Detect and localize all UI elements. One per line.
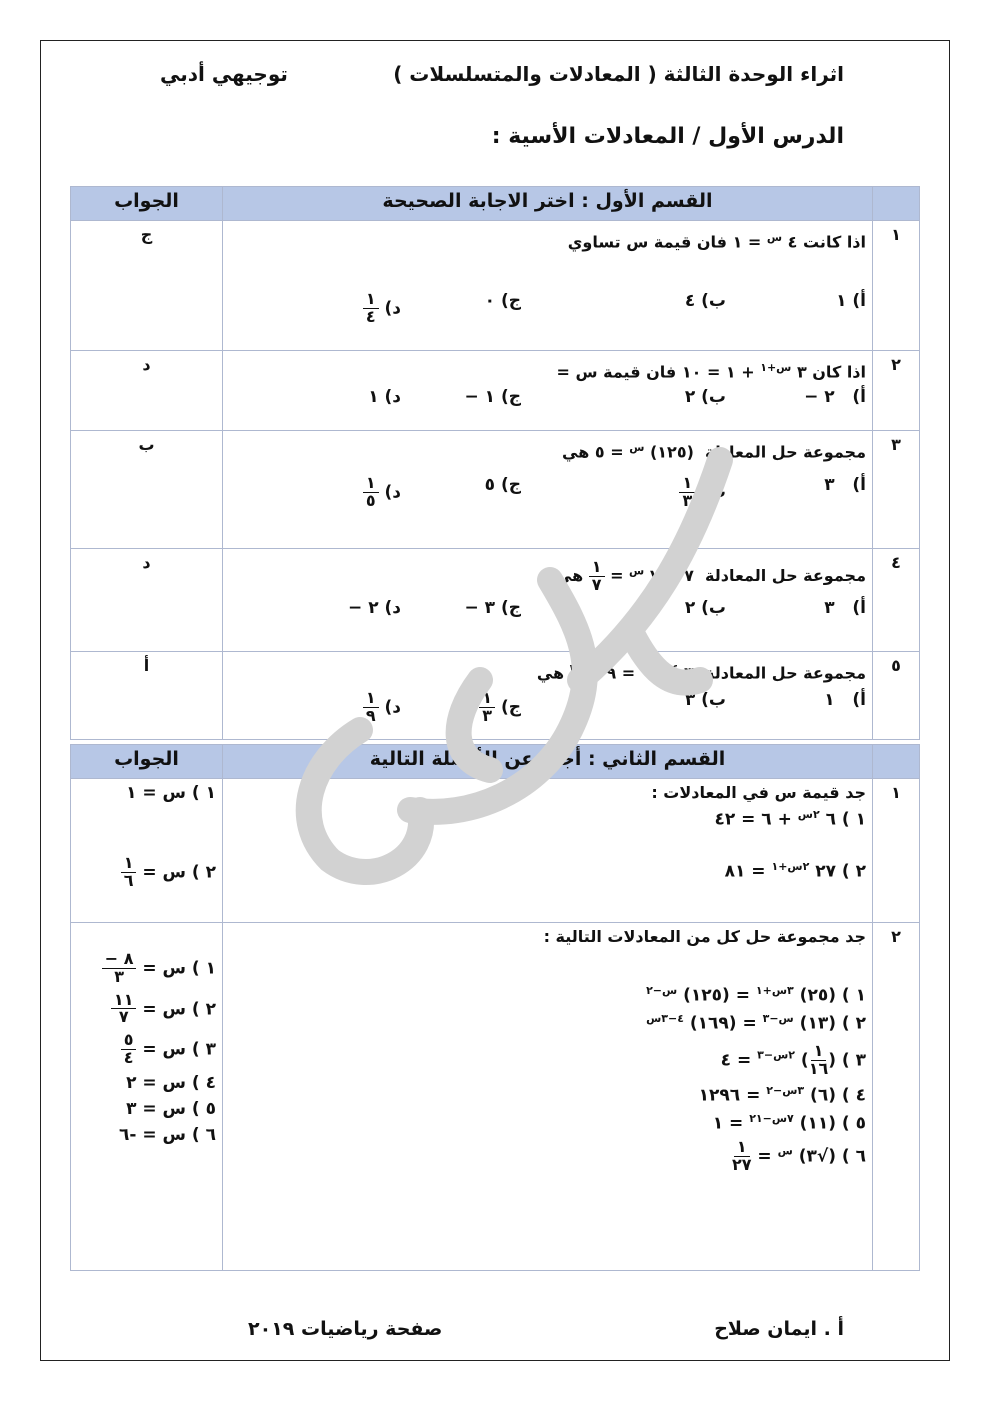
question-cell — [223, 923, 873, 1271]
question-number: ١ — [873, 221, 920, 351]
equation: ٤ ) (٦) $^{٣س-٢}$ = ١٢٩٦ — [698, 1083, 866, 1106]
question-text: مجموعة حل المعادلة ٣ $^{٤س+٢}$ = ٩ $^{س+٢}$ هي — [536, 662, 866, 683]
fraction: $\frac{٨ -}{٣}$ — [102, 951, 137, 986]
equation: ٦ ) (√٣) $^س$ = $\frac{١}{٢٧}$ — [731, 1137, 866, 1175]
option-b[interactable]: ب) ٢ — [684, 597, 726, 618]
answer-line: ١ ) س = ١ — [126, 783, 216, 803]
question-cell — [223, 221, 873, 351]
option-c[interactable]: ج) ٣ − — [464, 597, 521, 618]
equation: ٢ ) (١٣) $^{س-٣}$ = (١٦٩) $^{٤-٣س}$ — [646, 1011, 866, 1034]
answer-line: ٣ ) س = $\frac{٥}{٤}$ — [77, 1032, 216, 1067]
stream-label: توجيهي أدبي — [160, 62, 288, 86]
question-cell — [223, 779, 873, 923]
option-a[interactable]: أ) ١ — [836, 291, 866, 312]
site-label: صفحة رياضيات ٢٠١٩ — [248, 1318, 443, 1340]
fraction: $\frac{١}{٧}$ — [589, 559, 605, 594]
question-number: ٥ — [873, 652, 920, 740]
fraction: $\frac{٥}{٤}$ — [121, 1032, 137, 1067]
equation: ٣ ) ( $\frac{١}{١٦}$ ) $^{٢س-٣}$ = ٤ — [720, 1041, 866, 1079]
section2-title: القسم الثاني : أجب عن الأسئلة التالية — [223, 745, 873, 779]
option-c[interactable]: ج) $\frac{١}{٣}$ — [401, 690, 521, 725]
options-row — [229, 387, 866, 407]
section-num-spacer — [873, 187, 920, 221]
option-b[interactable]: ب) ٣ — [684, 690, 726, 711]
question-number: ٢ — [873, 923, 920, 1271]
author-label: أ . ايمان صلاح — [714, 1318, 844, 1340]
option-c[interactable]: ج) ٥ — [484, 475, 521, 496]
fraction: $\frac{١}{٩}$ — [363, 690, 379, 725]
question-cell — [223, 431, 873, 549]
options-row — [229, 475, 866, 510]
section2-table — [70, 744, 920, 1271]
question-number: ١ — [873, 779, 920, 923]
question-text: اذا كانت ٤ $^س$ = ١ فان قيمة س تساوي — [567, 231, 866, 252]
answer-cell: أ — [71, 652, 223, 740]
question-text: مجموعة حل المعادلة (١٢٥) $^س$ = ٥ هي — [562, 441, 866, 462]
equation: ٥ ) (١١) $^{٧س-٢١}$ = ١ — [712, 1111, 866, 1134]
table-row — [71, 221, 920, 351]
fraction: $\frac{١}{٢٧}$ — [731, 1137, 752, 1175]
fraction: $\frac{١}{٥}$ — [363, 475, 379, 510]
question-number: ٤ — [873, 549, 920, 652]
question-text: جد قيمة س في المعادلات : — [651, 783, 866, 802]
option-d[interactable]: د) $\frac{١}{٥}$ — [261, 475, 401, 510]
answer-line: ٦ ) س = -٦ — [119, 1124, 216, 1145]
equation: ١ ) ٦ $^{٢س}$ + ٦ = ٤٢ — [714, 808, 866, 830]
table-row — [71, 351, 920, 431]
option-c[interactable]: ج) ٠ — [484, 291, 521, 312]
table-row — [71, 431, 920, 549]
options-row — [229, 291, 866, 326]
option-d[interactable]: د) ١ — [368, 387, 401, 408]
answer-cell: د — [71, 351, 223, 431]
section1-answer-header: الجواب — [71, 187, 223, 221]
equation: ١ ) (٢٥) $^{٣س+١}$ = (١٢٥) $^{س-٢}$ — [646, 984, 866, 1006]
answer-cell — [71, 779, 223, 923]
section-num-spacer — [873, 745, 920, 779]
fraction: $\frac{١١}{٧}$ — [111, 992, 137, 1027]
answer-cell: ج — [71, 221, 223, 351]
options-row — [229, 598, 866, 618]
table-row — [71, 923, 920, 1271]
option-b[interactable]: ب) ٤ — [684, 291, 726, 312]
option-d[interactable]: د) ٢ − — [348, 597, 401, 618]
table-row — [71, 549, 920, 652]
options-row — [229, 690, 866, 725]
fraction: $\frac{١}{٤}$ — [363, 291, 379, 326]
answer-cell: د — [71, 549, 223, 652]
table-row — [71, 779, 920, 923]
answer-cell — [71, 923, 223, 1271]
option-d[interactable]: د) $\frac{١}{٤}$ — [261, 291, 401, 326]
option-a[interactable]: أ) ١ — [824, 690, 866, 711]
fraction: $\frac{١}{٣}$ — [479, 690, 495, 725]
lesson-title: الدرس الأول / المعادلات الأسية : — [491, 124, 844, 149]
page-title: اثراء الوحدة الثالثة ( المعادلات والمتسلسلات ) — [393, 62, 844, 86]
option-b[interactable]: ب) ٢ — [684, 387, 726, 408]
answer-line: ١ ) س = $\frac{٨ -}{٣}$ — [77, 951, 216, 986]
fraction: $\frac{١}{٦}$ — [121, 855, 137, 890]
fraction: $\frac{١}{٣}$ — [679, 475, 695, 510]
question-text: جد مجموعة حل كل من المعادلات التالية : — [543, 927, 866, 946]
section1-table — [70, 186, 920, 740]
question-cell — [223, 549, 873, 652]
question-cell — [223, 351, 873, 431]
answer-line: ٥ ) س = ٣ — [126, 1098, 216, 1119]
question-number: ٣ — [873, 431, 920, 549]
question-number: ٢ — [873, 351, 920, 431]
fraction: $\frac{١}{١٦}$ — [808, 1041, 829, 1079]
option-d[interactable]: د) $\frac{١}{٩}$ — [261, 690, 401, 725]
option-b[interactable]: ب) $\frac{١}{٣}$ — [521, 475, 726, 510]
equation: ٢ ) ٢٧ $^{٢س+١}$ = ٨١ — [724, 859, 866, 882]
option-c[interactable]: ج) ١ − — [464, 387, 521, 408]
table-row — [71, 652, 920, 740]
answer-line: ٢ ) س = $\frac{١١}{٧}$ — [77, 992, 216, 1027]
option-a[interactable]: أ) ٢ − — [804, 387, 866, 408]
option-a[interactable]: أ) ٣ — [824, 475, 866, 496]
answer-line: ٤ ) س = ٢ — [126, 1072, 216, 1093]
question-cell — [223, 652, 873, 740]
answer-line: ٢ ) س = $\frac{١}{٦}$ — [77, 855, 216, 890]
question-text: اذا كان ٣ $^{س+١}$ + ١ = ١٠ فان قيمة س = — [556, 361, 866, 382]
section2-answer-header: الجواب — [71, 745, 223, 779]
question-text: مجموعة حل المعادلة ٧ × ٧ $^س$ = $\frac{١}{٧}$ هي — [555, 557, 866, 594]
section1-title: القسم الأول : اختر الاجابة الصحيحة — [223, 187, 873, 221]
answer-cell: ب — [71, 431, 223, 549]
option-a[interactable]: أ) ٣ — [824, 597, 866, 618]
